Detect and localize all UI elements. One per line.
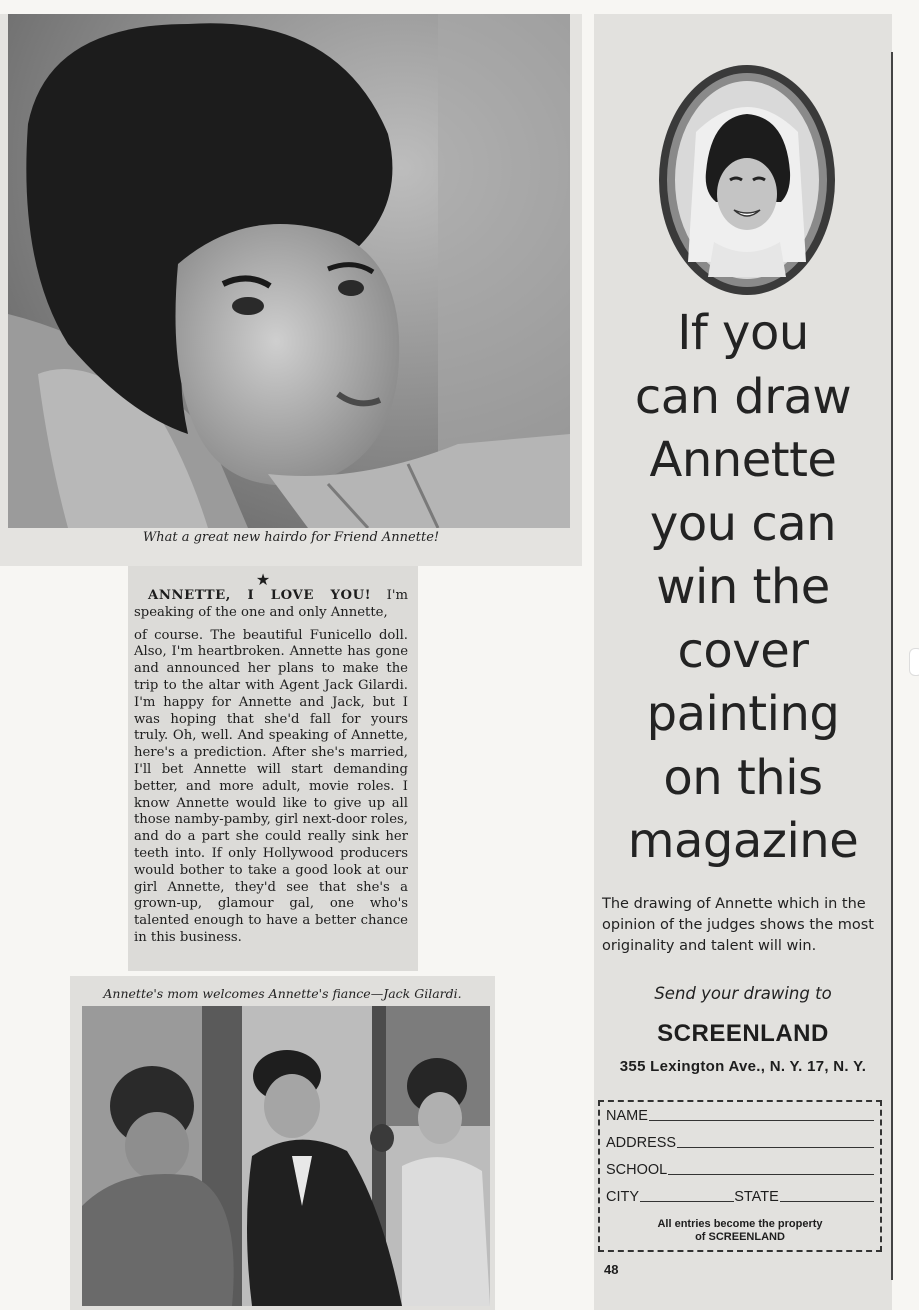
coupon-note [600,1218,880,1244]
school-field[interactable] [606,1158,874,1178]
headline-line: can draw [634,368,852,425]
article-lead: ANNETTE, I LOVE YOU! [148,588,372,603]
address-label: ADDRESS [606,1135,677,1151]
article-paragraph-2: of course. The beautiful Funicello doll. Also, I'm heartbroken. Annette has gone and announced her plans to make the trip to the altar with Agent Jack Gilardi. I'm happy for Annette and Jack, but I was hoping that she'd fall for yours truly. Oh, well. And speaking of Annette, here's a prediction. After she's married, I'll bet Annette will start demanding better, and more adult, movie roles. I know Annette would like to give up all those namby-pamby, girl next-door roles, and do a part she could really sink her teeth into. If only Hollywood producers would bother to take a good look at our girl Annette, they'd see that she's a grown-up, glamour gal, one who's talented enough to have a better chance in this business. [134,627,408,945]
star-icon: ★ [255,570,271,589]
headline-line: win the [656,559,830,615]
coupon-note-line: of SCREENLAND [695,1231,785,1243]
school-label: SCHOOL [606,1162,668,1178]
bottom-photo-caption: Annette's mom welcomes Annette's fiance—Jack Gilardi. [103,986,462,1001]
state-label: STATE [734,1189,779,1205]
brand-name: SCREENLAND [657,1020,829,1047]
bottom-clipping [70,976,495,1310]
headline-line: on this [663,749,823,806]
column-rule [891,52,893,1280]
article-paragraph-1: I'm speaking of the one and only Annette, [134,588,408,620]
ad-body-text: The drawing of Annette which in the opinion of the judges shows the most originality and talent will win. [602,896,874,954]
address-field[interactable] [606,1131,874,1151]
article-clipping [128,566,418,971]
ad-headline [594,302,892,874]
headline-line: you can [649,495,837,552]
article-body [134,588,408,947]
annette-portrait-photo [8,14,570,528]
family-photo [82,1006,490,1306]
binder-hole [909,648,919,676]
oval-portrait-frame [656,62,838,298]
contest-advertisement [594,14,892,1310]
headline-line: cover [677,622,809,679]
headline-line: magazine [627,813,859,869]
name-field[interactable] [606,1104,874,1124]
mailing-address: 355 Lexington Ave., N. Y. 17, N. Y. [619,1058,867,1075]
city-state-field[interactable] [606,1185,874,1205]
city-label: CITY [606,1189,640,1205]
headline-line: Annette [649,432,837,488]
headline-line: painting [646,686,840,742]
name-label: NAME [606,1108,648,1124]
entry-coupon [598,1100,882,1252]
headline-line: If you [677,305,809,361]
coupon-note-line: All entries become the property [657,1218,823,1230]
top-clipping [0,14,582,566]
top-photo-caption: What a great new hairdo for Friend Annette! [142,530,440,545]
page-number: 48 [604,1262,619,1277]
send-instruction: Send your drawing to [654,984,832,1003]
